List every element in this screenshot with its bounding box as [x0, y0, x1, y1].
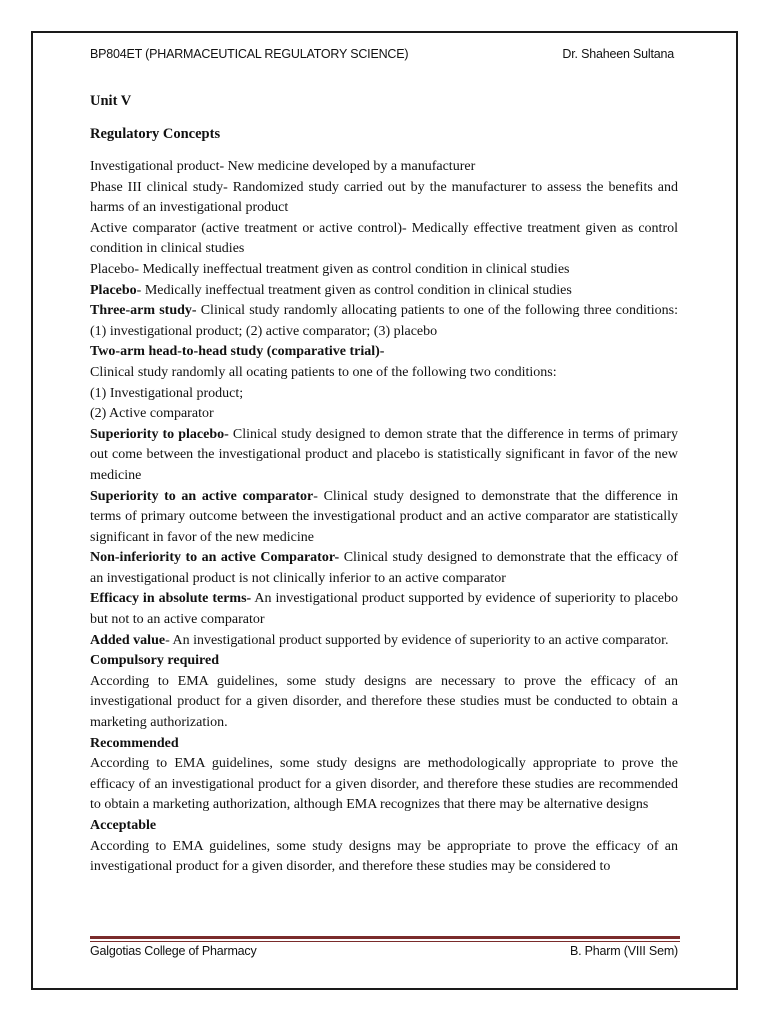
definition-text: According to EMA guidelines, some study designs are methodologically appropriate to prove the efficacy of an investigational product for a given disorder, and therefore these studies are recommended to obtain a marketing authorization, although EMA recognizes that there may be alternative designs — [90, 756, 678, 813]
definition-paragraph — [90, 301, 678, 342]
definition-text: (1) Investigational product; — [90, 385, 244, 401]
definition-text: - An investigational product supported by evidence of superiority to an active comparator. — [165, 632, 669, 648]
definition-term: Placebo — [90, 282, 137, 298]
definition-text: Clinical study designed to demonstrate that the efficacy of an investigational product is not clinically inferior to an active comparator — [90, 550, 678, 586]
author-name: Dr. Shaheen Sultana — [562, 47, 674, 61]
definition-text: Active comparator (active treatment or active control)- Medically effective treatment given as control condition in clinical studies — [90, 220, 678, 257]
definition-text: Placebo- Medically ineffectual treatment given as control condition in clinical studies — [90, 261, 570, 277]
definition-term: Three-arm study- — [90, 303, 197, 319]
definition-text: An investigational product supported by evidence of superiority to placebo but not to an active comparator — [90, 591, 678, 628]
document-body — [90, 91, 678, 878]
definition-paragraph — [90, 631, 678, 652]
definition-paragraph — [90, 281, 678, 302]
definition-paragraph — [90, 342, 678, 363]
definition-paragraph — [90, 157, 678, 178]
definition-paragraph — [90, 589, 678, 630]
definition-paragraph — [90, 672, 678, 734]
definition-term: Superiority to an active comparator — [90, 488, 314, 504]
definition-paragraph — [90, 219, 678, 260]
page-footer — [90, 944, 678, 958]
college-name: Galgotias College of Pharmacy — [90, 944, 257, 958]
unit-title: Unit V — [90, 93, 132, 109]
definition-paragraph — [90, 816, 678, 837]
definition-text: According to EMA guidelines, some study designs may be appropriate to prove the efficacy of an investigational product for a given disorder, and therefore these studies may be considered to — [90, 838, 678, 875]
definition-text: - Clinical study designed to demonstrate that the difference in terms of primary outcome between the investigational product and an active comparator are statistically significant in favor of the new medicine — [90, 488, 678, 545]
definition-text: Investigational product- New medicine developed by a manufacturer — [90, 159, 476, 174]
definition-term: Added value — [90, 632, 166, 648]
footer-rule — [90, 936, 680, 939]
definition-term: Non-inferiority to an active Comparator- — [90, 550, 340, 566]
definition-text: Clinical study randomly all ocating patients to one of the following two conditions: — [90, 364, 557, 380]
definition-text: (2) Active comparator — [90, 406, 214, 422]
definition-paragraph — [90, 734, 678, 755]
definition-term: Acceptable — [90, 818, 157, 833]
definition-text: Clinical study designed to demon strate that the difference in terms of primary out come between the investigational product and placebo is statistically significant in favor of the new medicine — [90, 426, 678, 483]
definition-paragraph — [90, 363, 678, 384]
definition-paragraph — [90, 548, 678, 589]
definition-term: Recommended — [90, 735, 179, 751]
definition-paragraph — [90, 754, 678, 816]
definition-text: Phase III clinical study- Randomized study carried out by the manufacturer to assess the benefits and harms of an investigational product — [90, 179, 678, 216]
definition-paragraph — [90, 425, 678, 487]
definition-paragraph — [90, 384, 678, 405]
definition-paragraph — [90, 404, 678, 425]
definition-paragraph — [90, 651, 678, 672]
definition-paragraph — [90, 260, 678, 281]
page-header — [90, 47, 674, 61]
definition-text: - Medically ineffectual treatment given as control condition in clinical studies — [136, 282, 572, 298]
definition-paragraph — [90, 487, 678, 549]
program-name: B. Pharm (VIII Sem) — [569, 944, 678, 958]
footer-rule-thin — [90, 941, 680, 942]
section-title: Regulatory Concepts — [90, 126, 221, 142]
definition-text: According to EMA guidelines, some study designs are necessary to prove the efficacy of an investigational product for a given disorder, and therefore these studies must be conducted to obtain a marketing authorization. — [90, 673, 678, 731]
definition-paragraph — [90, 837, 678, 878]
definition-term: Two-arm head-to-head study (comparative trial)- — [90, 344, 385, 360]
definition-term: Compulsory required — [90, 653, 219, 669]
definition-paragraph — [90, 178, 678, 219]
definition-text: Clinical study randomly allocating patients to one of the following three conditions: (1) investigational product; (2) active comparator; (3) placebo — [90, 303, 678, 339]
definition-term: Superiority to placebo- — [90, 426, 229, 442]
definition-term: Efficacy in absolute terms- — [90, 591, 252, 607]
course-title: BP804ET (PHARMACEUTICAL REGULATORY SCIENCE) — [90, 47, 409, 61]
definitions-list — [90, 157, 678, 878]
